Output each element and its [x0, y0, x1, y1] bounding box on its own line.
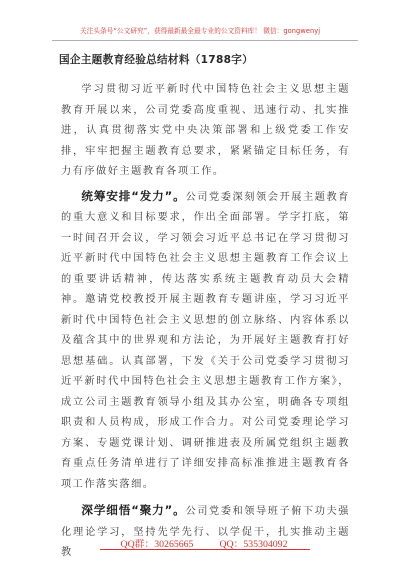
- footer-qq: QQ：535304092: [219, 539, 288, 550]
- document-title: 国企主题教育经验总结材料（1788字）: [59, 54, 254, 66]
- header-banner: 关注头条号“公文研究”，获得最新最全最专业的公文资料库！ 微信：gongwenyj: [80, 27, 321, 35]
- paragraph-section-2: [61, 500, 350, 564]
- paragraph-text: 公司党委和领导班子俯下功夫强化理论学习，坚持先学先行、以学促干，扎实推动主题教: [61, 506, 350, 558]
- paragraph-intro: [61, 78, 350, 183]
- document-body: [61, 78, 350, 569]
- paragraph-section-1: [61, 186, 350, 496]
- footer-contact: [0, 536, 408, 550]
- footer-underline: [100, 549, 310, 550]
- paragraph-text: 公司党委深刻领会开展主题教育的重大意义和目标要求，作出全面部署。学字打底，第一时间召开会议，学习领会习近平总书记在学习贯彻习近平新时代中国特色社会主义思想主题教育工作会议上的重要讲话精神，传达落实系统主题教育动员大会精神。邀请党校教授开展主题教育专题讲座，学习习近平新时代中国特色社会主义思想的创立脉络、内容体系以及蕴含其中的世界观和方法论，为开展好主题教育打好思想基础。认真部署，下发《关于公司党委学习贯彻习近平新时代中国特色社会主义思想主题教育工作方案》，成立公司主题教育领导小组及其办公室，明确各专项组职责和人员构成，形成工作合力。对公司党委理论学习方案、专题党课计划、调研推进表及所属党组织主题教育重点任务清单进行了详细安排高标准推进主题教育各项工作落实落细。: [61, 191, 350, 490]
- header-divider: [52, 40, 358, 41]
- footer-qq-group: QQ群：30265665: [120, 539, 194, 550]
- paragraph-text: 学习贯彻习近平新时代中国特色社会主义思想主题教育开展以来，公司党委高度重视、迅速行动、扎实推进，认真贯彻落实党中央决策部署和上级党委工作安排，牢牢把握主题教育总要求，紧紧锚定目标任务，有力有序做好主题教育各项工作。: [61, 84, 350, 177]
- paragraph-lead: 统筹安排“发力”。: [81, 188, 186, 203]
- paragraph-lead: 深学细悟“聚力”。: [81, 503, 186, 517]
